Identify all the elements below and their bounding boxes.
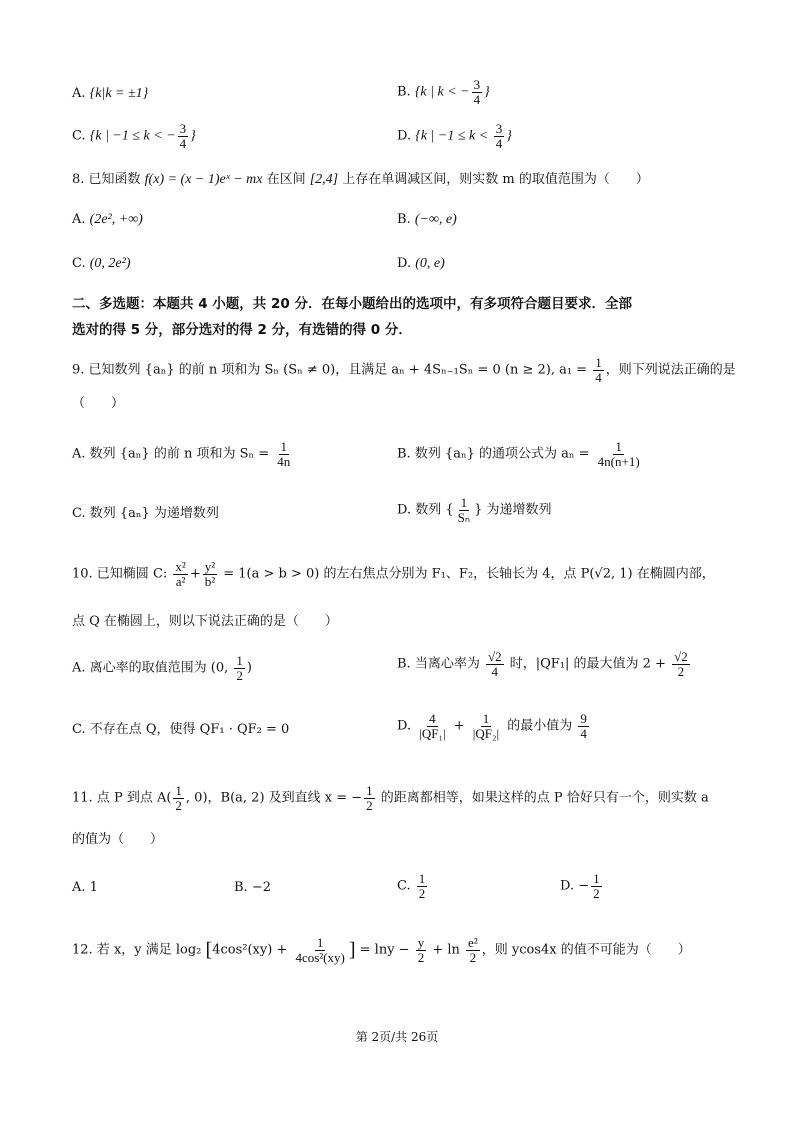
fraction: $\frac{4}{\text{|QF₁|}}$ [419, 711, 446, 741]
q8-stem: 8. 已知函数 f(x) = (x − 1)eˣ − mx 在区间 [2,4] 上存在单调减区间，则实数 m 的取值范围为（ ） [72, 172, 649, 187]
fraction: $\frac{3}{4}$ [179, 121, 187, 151]
q11-stem: 11. 点 P 到点 A( $\frac{1}{2}$ , 0)，B(a, 2) 及到直线 x = − $\frac{1}{2}$ 的距离都相等，如果这样的点 P 恰好只有一个，则实数 a [72, 783, 709, 813]
q11-option-b: B. −2 [234, 880, 271, 895]
q8-option-d: D. (0, e) [397, 256, 445, 271]
fraction: $\frac{3}{4}$ [495, 121, 503, 151]
q12-stem: 12. 若 x，y 满足 log₂ [4cos²(xy) + $\frac{1}{\text{4cos²(xy)}}$ ] = lny − $\frac{y}{2}$ + ln $\frac{\text{e²}}{2}$ ，则 ycos4x 的值不可能为（ ） [72, 935, 691, 965]
fraction: $\frac{3}{4}$ [473, 77, 481, 107]
q10-option-b: B. 当离心率为 $\frac{√2}{4}$ 时，|QF₁| 的最大值为 2 + $\frac{√2}{2}$ [397, 649, 688, 679]
q7-option-a: A. {k|k = ±1} [72, 86, 149, 101]
q11-option-a: A. 1 [72, 880, 98, 895]
q7-option-b: B. {k | k < − $\frac{3}{4}$ } [397, 77, 490, 107]
fraction: $\frac{1}{\text{|QF₂|}}$ [472, 711, 500, 741]
fraction: $\frac{√2}{4}$ [487, 649, 502, 679]
q9-option-c: C. 数列 {aₙ} 为递增数列 [72, 506, 219, 521]
fraction: $\frac{\text{y²}}{\text{b²}}$ [204, 559, 216, 589]
q9-stem-paren: （ ） [72, 396, 125, 411]
fraction: $\frac{1}{2}$ [418, 871, 426, 901]
q11-option-d: D. − $\frac{1}{2}$ [560, 871, 600, 901]
fraction: $\frac{1}{\text{4cos²(xy)}}$ [295, 935, 345, 965]
fraction: $\frac{9}{4}$ [580, 711, 587, 741]
fraction: $\frac{y}{2}$ [417, 935, 425, 965]
q11-option-c: C. $\frac{1}{2}$ [397, 871, 426, 901]
fraction: $\frac{1}{2}$ [175, 783, 182, 813]
q10-option-c: C. 不存在点 Q，使得 QF₁ · QF₂ = 0 [72, 722, 290, 737]
q10-stem: 10. 已知椭圆 C: $\frac{\text{x²}}{\text{a²}}$ + $\frac{\text{y²}}{\text{b²}}$ = 1(a > b > 0) 的左右焦点分别为 F₁、F₂，长轴长为 4，点 P(√2, 1) 在椭圆内部， [72, 559, 715, 589]
q10-option-a: A. 离心率的取值范围为 (0, $\frac{1}{2}$ ) [72, 653, 252, 683]
fraction: $\frac{√2}{2}$ [674, 649, 688, 679]
fraction: $\frac{1}{4n(n+1)}$ [597, 439, 640, 469]
q9-option-a: A. 数列 {aₙ} 的前 n 项和为 Sₙ = $\frac{1}{4n}$ [72, 439, 291, 469]
fraction: $\frac{1}{4n}$ [277, 439, 291, 469]
fraction: $\frac{\text{e²}}{2}$ [468, 935, 478, 965]
page-footer: 第 2页/共 26页 [355, 1030, 439, 1044]
fraction: $\frac{1}{4}$ [595, 355, 602, 385]
q9-stem: 9. 已知数列 {aₙ} 的前 n 项和为 Sₙ (Sₙ ≠ 0)，且满足 aₙ + 4Sₙ₋₁Sₙ = 0 (n ≥ 2), a₁ = $\frac{1}{4}$ ，则下列说法正确的是 [72, 355, 736, 385]
fraction: $\frac{\text{x²}}{\text{a²}}$ [175, 559, 186, 589]
q8-option-a: A. (2e², +∞) [72, 212, 143, 227]
q7-option-a-expr: {k|k = ±1} [89, 86, 149, 101]
fraction: $\frac{1}{\text{Sₙ}}$ [457, 495, 471, 525]
q7-option-c: C. {k | −1 ≤ k < − $\frac{3}{4}$ } [72, 121, 196, 151]
q8-option-c: C. (0, 2e²) [72, 256, 131, 271]
fraction: $\frac{1}{2}$ [593, 871, 600, 901]
fraction: $\frac{1}{2}$ [366, 783, 373, 813]
q8-option-b: B. (−∞, e) [397, 212, 457, 227]
q11-stem-line2: 的值为（ ） [72, 832, 164, 847]
section-heading-line2: 选对的得 5 分，部分选对的得 2 分，有选错的得 0 分． [72, 322, 412, 338]
q9-option-d: D. 数列 { $\frac{1}{\text{Sₙ}}$ } 为递增数列 [397, 495, 552, 525]
q10-stem-line2: 点 Q 在椭圆上，则以下说法正确的是（ ） [72, 614, 338, 629]
fraction: $\frac{1}{2}$ [236, 653, 243, 683]
q10-option-d: D. $\frac{4}{\text{|QF₁|}}$ + $\frac{1}{\text{|QF₂|}}$ 的最小值为 $\frac{9}{4}$ [397, 711, 587, 741]
section-heading-line1: 二、多选题：本题共 4 小题，共 20 分．在每小题给出的选项中，有多项符合题目要求．全部 [72, 296, 632, 312]
q9-option-b: B. 数列 {aₙ} 的通项公式为 aₙ = $\frac{1}{4n(n+1)}$ [397, 439, 640, 469]
q7-option-d: D. {k | −1 ≤ k < $\frac{3}{4}$ } [397, 121, 512, 151]
